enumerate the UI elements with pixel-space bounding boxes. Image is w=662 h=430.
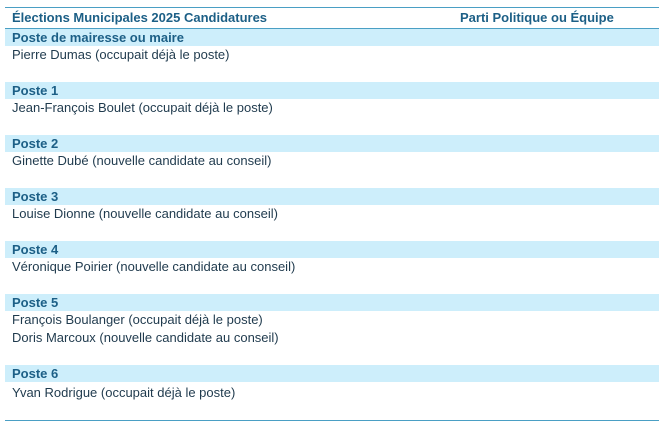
header-title: Élections Municipales 2025 Candidatures xyxy=(12,10,268,25)
section-header-poste-3: Poste 3 xyxy=(5,188,659,205)
section-spacer xyxy=(5,276,659,294)
candidate-row: Pierre Dumas (occupait déjà le poste) xyxy=(12,47,230,62)
section-header-poste-5: Poste 5 xyxy=(5,294,659,311)
section-header-mayor: Poste de mairesse ou maire xyxy=(5,29,659,46)
section-spacer xyxy=(5,64,659,82)
section-header-poste-2: Poste 2 xyxy=(5,135,659,152)
candidates-table xyxy=(5,7,659,421)
candidate-row: Véronique Poirier (nouvelle candidate au conseil) xyxy=(12,259,296,274)
candidate-row: Louise Dionne (nouvelle candidate au conseil) xyxy=(12,206,278,221)
candidate-row: Doris Marcoux (nouvelle candidate au conseil) xyxy=(12,330,279,345)
section-header-poste-1: Poste 1 xyxy=(5,82,659,99)
candidate-row: François Boulanger (occupait déjà le poste) xyxy=(12,312,263,327)
section-header-poste-6: Poste 6 xyxy=(5,365,659,382)
section-header-poste-4: Poste 4 xyxy=(5,241,659,258)
header-party-column: Parti Politique ou Équipe xyxy=(460,10,614,25)
section-spacer xyxy=(5,117,659,135)
candidate-row: Jean-François Boulet (occupait déjà le poste) xyxy=(12,100,273,115)
section-spacer xyxy=(5,223,659,241)
table-header xyxy=(5,8,659,29)
section-spacer xyxy=(5,347,659,365)
section-spacer xyxy=(5,170,659,188)
section-spacer xyxy=(5,402,659,420)
candidate-row: Yvan Rodrigue (occupait déjà le poste) xyxy=(12,385,236,400)
candidate-row: Ginette Dubé (nouvelle candidate au conseil) xyxy=(12,153,272,168)
